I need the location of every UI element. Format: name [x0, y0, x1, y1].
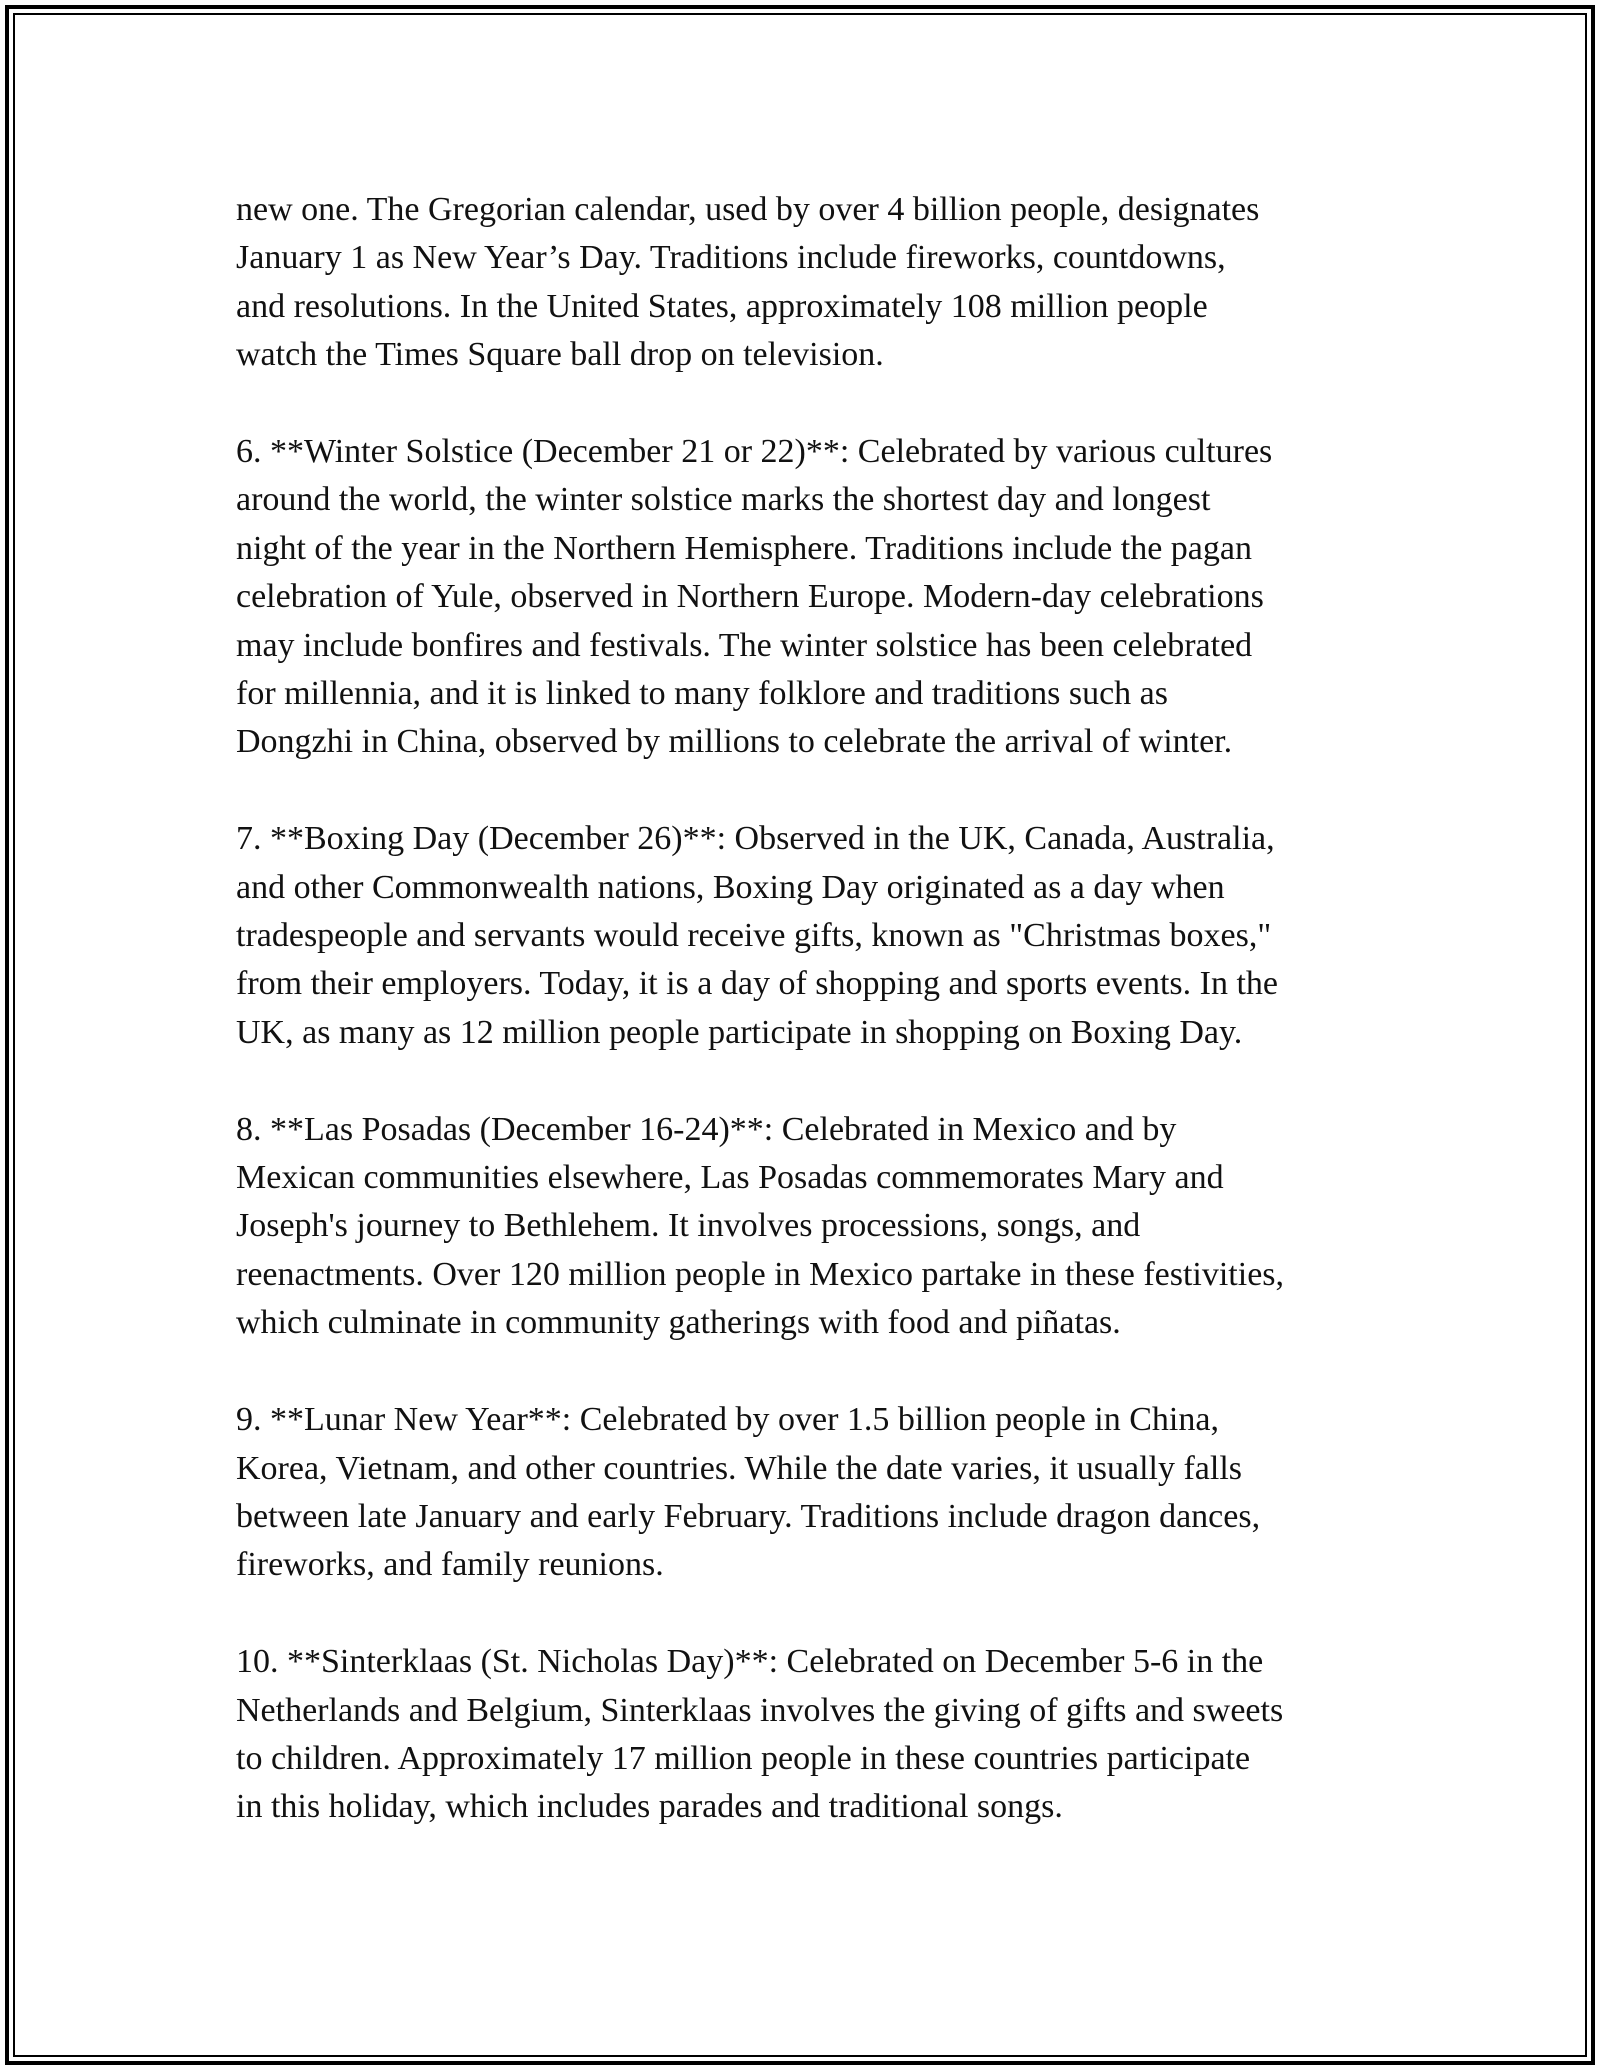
paragraph-boxing-day	[236, 815, 1376, 1057]
text-line: Dongzhi in China, observed by millions to celebrate the arrival of winter.	[236, 723, 1233, 761]
text-line: between late January and early February. Traditions include dragon dances,	[236, 1497, 1261, 1535]
text-line: 10. **Sinterklaas (St. Nicholas Day)**: Celebrated on December 5-6 in the	[236, 1643, 1264, 1681]
text-line: Joseph's journey to Bethlehem. It involves processions, songs, and	[236, 1207, 1141, 1245]
paragraph-lunar-new-year	[236, 1396, 1376, 1590]
text-line: 8. **Las Posadas (December 16-24)**: Celebrated in Mexico and by	[236, 1110, 1177, 1148]
text-line: around the world, the winter solstice marks the shortest day and longest	[236, 481, 1211, 519]
text-line: 9. **Lunar New Year**: Celebrated by over 1.5 billion people in China,	[236, 1401, 1219, 1439]
text-line: may include bonfires and festivals. The winter solstice has been celebrated	[236, 626, 1253, 664]
text-line: watch the Times Square ball drop on television.	[236, 336, 884, 374]
text-line: for millennia, and it is linked to many folklore and traditions such as	[236, 675, 1168, 713]
text-line: which culminate in community gatherings with food and piñatas.	[236, 1304, 1121, 1342]
text-line: tradespeople and servants would receive gifts, known as "Christmas boxes,"	[236, 917, 1272, 955]
text-line: fireworks, and family reunions.	[236, 1546, 664, 1584]
text-line: from their employers. Today, it is a day of shopping and sports events. In the	[236, 965, 1278, 1003]
document-body	[236, 186, 1376, 1880]
text-line: reenactments. Over 120 million people in Mexico partake in these festivities,	[236, 1255, 1285, 1293]
text-line: 7. **Boxing Day (December 26)**: Observed in the UK, Canada, Australia,	[236, 820, 1275, 858]
paragraph-new-year-continued	[236, 186, 1376, 380]
text-line: and resolutions. In the United States, approximately 108 million people	[236, 287, 1208, 325]
paragraph-winter-solstice	[236, 428, 1376, 767]
text-line: UK, as many as 12 million people participate in shopping on Boxing Day.	[236, 1013, 1243, 1051]
text-line: Mexican communities elsewhere, Las Posadas commemorates Mary and	[236, 1159, 1224, 1197]
text-line: new one. The Gregorian calendar, used by over 4 billion people, designates	[236, 191, 1260, 228]
text-line: January 1 as New Year’s Day. Traditions include fireworks, countdowns,	[236, 239, 1226, 277]
text-line: to children. Approximately 17 million people in these countries participate	[236, 1739, 1251, 1777]
text-line: night of the year in the Northern Hemisphere. Traditions include the pagan	[236, 529, 1252, 567]
paragraph-sinterklaas	[236, 1638, 1376, 1832]
text-line: Korea, Vietnam, and other countries. While the date varies, it usually falls	[236, 1449, 1243, 1487]
text-line: 6. **Winter Solstice (December 21 or 22)**: Celebrated by various cultures	[236, 433, 1273, 471]
text-line: in this holiday, which includes parades and traditional songs.	[236, 1788, 1063, 1826]
paragraph-las-posadas	[236, 1106, 1376, 1348]
text-line: Netherlands and Belgium, Sinterklaas involves the giving of gifts and sweets	[236, 1691, 1284, 1729]
text-line: celebration of Yule, observed in Northern Europe. Modern-day celebrations	[236, 578, 1264, 616]
text-line: and other Commonwealth nations, Boxing Day originated as a day when	[236, 868, 1225, 906]
